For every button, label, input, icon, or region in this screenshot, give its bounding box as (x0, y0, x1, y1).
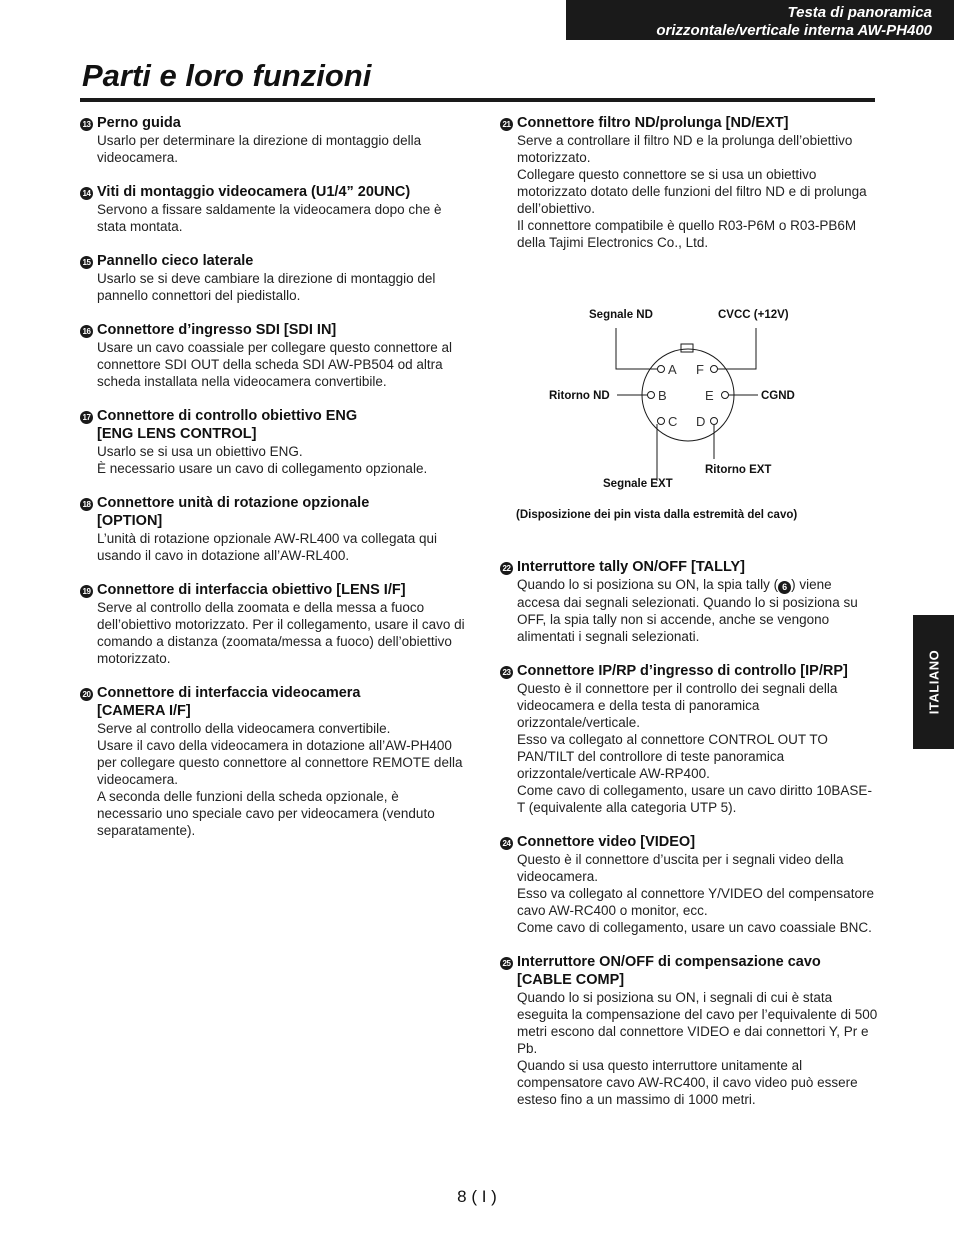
entry-title-line: Viti di montaggio videocamera (U1/4” 20UNC) (97, 184, 411, 200)
entry-paragraph: Quando lo si posiziona su ON, i segnali di cui è stata eseguita la compensazione del cavo per l’equivalente di 500 metri escono dal connettore VIDEO e dai connettori Y, Pr e Pb. (517, 990, 878, 1056)
entry-paragraph: Usarlo per determinare la direzione di montaggio della videocamera. (97, 133, 422, 165)
entry-paragraph (517, 576, 878, 645)
entry-17 (80, 407, 465, 477)
entry-paragraph: Serve a controllare il filtro ND e la prolunga dell’obiettivo motorizzato. (517, 133, 853, 165)
item-number-badge: 22 (500, 562, 513, 575)
label-cvcc: CVCC (+12V) (718, 309, 789, 321)
entry-19 (80, 581, 465, 667)
entry-body (97, 443, 465, 477)
entry-body (97, 339, 465, 390)
entry-title-line: Interruttore ON/OFF di compensazione cavo (517, 954, 821, 970)
entry-22 (500, 558, 878, 645)
item-number-badge: 24 (500, 837, 513, 850)
item-number-badge: 13 (80, 118, 93, 131)
entry-14 (80, 183, 465, 235)
entry-body (97, 270, 465, 304)
pin-label-d: D (696, 414, 706, 429)
entry-paragraph: Esso va collegato al connettore Y/VIDEO del compensatore cavo AW-RC400 o monitor, ecc. (517, 886, 874, 918)
entry-title (517, 558, 745, 576)
entry-13 (80, 114, 465, 166)
entry-25 (500, 953, 878, 1108)
item-number-badge: 16 (80, 325, 93, 338)
item-number-badge: 18 (80, 498, 93, 511)
entry-title (97, 407, 357, 443)
entry-head (500, 114, 878, 132)
entry-title-line: [CAMERA I/F] (97, 703, 191, 719)
page-title: Parti e loro funzioni (82, 58, 372, 93)
entry-head (500, 833, 878, 851)
label-cgnd: CGND (761, 390, 795, 402)
pin-label-a: A (668, 362, 677, 377)
page-number: 8 ( I ) (457, 1187, 497, 1206)
entry-body (97, 201, 465, 235)
label-segnale-ext: Segnale EXT (603, 478, 673, 490)
item-number-badge: 21 (500, 118, 513, 131)
item-number-badge: 19 (80, 585, 93, 598)
entry-title-line: Interruttore tally ON/OFF [TALLY] (517, 559, 745, 575)
entry-paragraph: Usarlo se si usa un obiettivo ENG. (97, 444, 303, 459)
entry-title (97, 684, 361, 720)
entry-title (97, 581, 406, 599)
entry-paragraph: Usare il cavo della videocamera in dotazione all’AW-PH400 per collegare questo connettore al connettore REMOTE della videocamera. (97, 738, 463, 787)
entry-15 (80, 252, 465, 304)
entry-title-line: Connettore di interfaccia obiettivo [LENS I/F] (97, 582, 406, 598)
label-ritorno-nd: Ritorno ND (549, 390, 610, 402)
pin-d (711, 418, 718, 425)
entry-paragraph: Come cavo di collegamento, usare un cavo coassiale BNC. (517, 920, 872, 935)
tally-text-after: ) viene accesa dai segnali selezionati. Quando lo si posiziona su OFF, la spia tally non si accende, anche se vengono alimentati i segnali selezionati. (517, 577, 858, 644)
entry-16 (80, 321, 465, 390)
pin-e (722, 392, 729, 399)
entry-head (80, 581, 465, 599)
entry-head (80, 407, 465, 443)
entry-paragraph: Serve al controllo della videocamera convertibile. (97, 721, 391, 736)
entry-paragraph: L’unità di rotazione opzionale AW-RL400 va collegata qui usando il cavo in dotazione all’AW-RL400. (97, 531, 437, 563)
right-entries-top (500, 114, 878, 251)
title-rule (80, 98, 875, 102)
entry-title (517, 833, 695, 851)
connector-key (681, 344, 693, 352)
entry-paragraph: Il connettore compatibile è quello R03-P6M o R03-PB6M della Tajimi Electronics Co., Ltd. (517, 218, 857, 250)
pin-diagram-svg (500, 268, 878, 528)
entry-body (97, 720, 465, 839)
item-number-badge: 17 (80, 411, 93, 424)
item-number-badge: 23 (500, 666, 513, 679)
entry-head (500, 662, 878, 680)
entry-title-line: Connettore d’ingresso SDI [SDI IN] (97, 322, 337, 338)
entry-head (500, 558, 878, 576)
diagram-caption: (Disposizione dei pin vista dalla estremità del cavo) (516, 509, 798, 521)
entry-paragraph: Come cavo di collegamento, usare un cavo diritto 10BASE-T (equivalente alla categoria UTP 5). (517, 783, 872, 815)
entry-head (80, 183, 465, 201)
entry-title (97, 321, 336, 339)
language-tab (913, 615, 954, 749)
entry-24 (500, 833, 878, 936)
pin-label-f: F (696, 362, 704, 377)
entry-18 (80, 494, 465, 564)
entry-21 (500, 114, 878, 251)
entry-title (97, 114, 181, 132)
entry-head (80, 252, 465, 270)
entry-title-line: Connettore filtro ND/prolunga [ND/EXT] (517, 115, 789, 131)
language-tab-label: ITALIANO (926, 649, 941, 715)
header-line-1: Testa di panoramica (787, 4, 932, 21)
entry-title-line: [OPTION] (97, 513, 163, 529)
item-number-badge: 20 (80, 688, 93, 701)
entry-paragraph: A seconda delle funzioni della scheda opzionale, è necessario uno speciale cavo per videocamera (venduto separatamente). (97, 789, 435, 838)
entry-title-line: Connettore video [VIDEO] (517, 834, 696, 850)
right-entries-bottom (500, 662, 878, 1108)
entry-title (97, 252, 253, 270)
entry-head (80, 321, 465, 339)
entry-body (97, 599, 465, 667)
entry-paragraph: Usare un cavo coassiale per collegare questo connettore al connettore SDI OUT della scheda SDI AW-PB504 od altra scheda installata nella videocamera convertibile. (97, 340, 452, 389)
item-number-badge: 14 (80, 187, 93, 200)
tally-lamp-reference-badge: 6 (778, 581, 791, 594)
pin-label-e: E (705, 388, 714, 403)
entry-body (517, 576, 878, 645)
entry-title-line: Connettore di controllo obiettivo ENG (97, 408, 358, 424)
entry-body (517, 132, 878, 251)
entry-title-line: Connettore di interfaccia videocamera (97, 685, 361, 701)
pin-a (658, 366, 665, 373)
entry-paragraph: Collegare questo connettore se si usa un obiettivo motorizzato dotato delle funzioni del filtro ND e di prolunga dell’obiettivo. (517, 167, 867, 216)
entry-paragraph: Esso va collegato al connettore CONTROL OUT TO PAN/TILT del controllore di teste panoramica orizzontale/verticale AW-RP400. (517, 732, 828, 781)
pin-label-b: B (658, 388, 667, 403)
item-number-badge: 15 (80, 256, 93, 269)
pin-f (711, 366, 718, 373)
entry-title (97, 494, 369, 530)
label-ritorno-ext: Ritorno EXT (705, 464, 772, 476)
entry-head (80, 684, 465, 720)
entry-title-line: [ENG LENS CONTROL] (97, 426, 257, 442)
entry-title (517, 662, 848, 680)
entry-title-line: [CABLE COMP] (517, 972, 625, 988)
entry-body (97, 132, 465, 166)
entry-23 (500, 662, 878, 816)
leader-segnale-nd (616, 328, 657, 369)
entry-title (97, 183, 410, 201)
tally-text-before: Quando lo si posiziona su ON, la spia tally ( (517, 577, 779, 592)
leader-cvcc (718, 328, 756, 369)
entry-body (97, 530, 465, 564)
entry-title (517, 114, 788, 132)
entry-title (517, 953, 821, 989)
entry-paragraph: È necessario usare un cavo di collegamento opzionale. (97, 461, 428, 476)
item-number-badge: 25 (500, 957, 513, 970)
entry-head (80, 114, 465, 132)
header-line-2: orizzontale/verticale interna AW-PH400 (656, 22, 932, 39)
label-segnale-nd: Segnale ND (589, 309, 653, 321)
left-column (80, 114, 465, 856)
pin-c (658, 418, 665, 425)
entry-paragraph: Quando si usa questo interruttore unitamente al compensatore cavo AW-RC400, il cavo video può essere esteso fino a un massimo di 1000 metri. (517, 1058, 858, 1107)
entry-title-line: Connettore IP/RP d’ingresso di controllo [IP/RP] (517, 663, 848, 679)
entry-body (517, 680, 878, 816)
connector-outline (642, 349, 734, 441)
pin-label-c: C (668, 414, 678, 429)
entry-paragraph: Servono a fissare saldamente la videocamera dopo che è stata montata. (97, 202, 442, 234)
entry-title-line: Perno guida (97, 115, 181, 131)
entry-title-line: Connettore unità di rotazione opzionale (97, 495, 370, 511)
document-header (566, 0, 954, 40)
entry-head (500, 953, 878, 989)
entry-body (517, 989, 878, 1108)
entry-head (80, 494, 465, 530)
entry-paragraph: Serve al controllo della zoomata e della messa a fuoco dell’obiettivo motorizzato. Per il collegamento, usare il cavo di comando a distanza (zoomata/messa a fuoco) dell’obiettivo motorizzato. (97, 600, 465, 666)
entry-title-line: Pannello cieco laterale (97, 253, 254, 269)
entry-paragraph: Questo è il connettore d’uscita per i segnali video della videocamera. (517, 852, 844, 884)
entry-body (517, 851, 878, 936)
pin-diagram (500, 268, 878, 528)
right-column (500, 114, 878, 1125)
entry-20 (80, 684, 465, 839)
left-entries (80, 114, 465, 839)
entry-paragraph: Usarlo se si deve cambiare la direzione di montaggio del pannello connettori del piedistallo. (97, 271, 436, 303)
entry-paragraph: Questo è il connettore per il controllo dei segnali della videocamera e della testa di panoramica orizzontale/verticale. (517, 681, 838, 730)
pin-b (648, 392, 655, 399)
